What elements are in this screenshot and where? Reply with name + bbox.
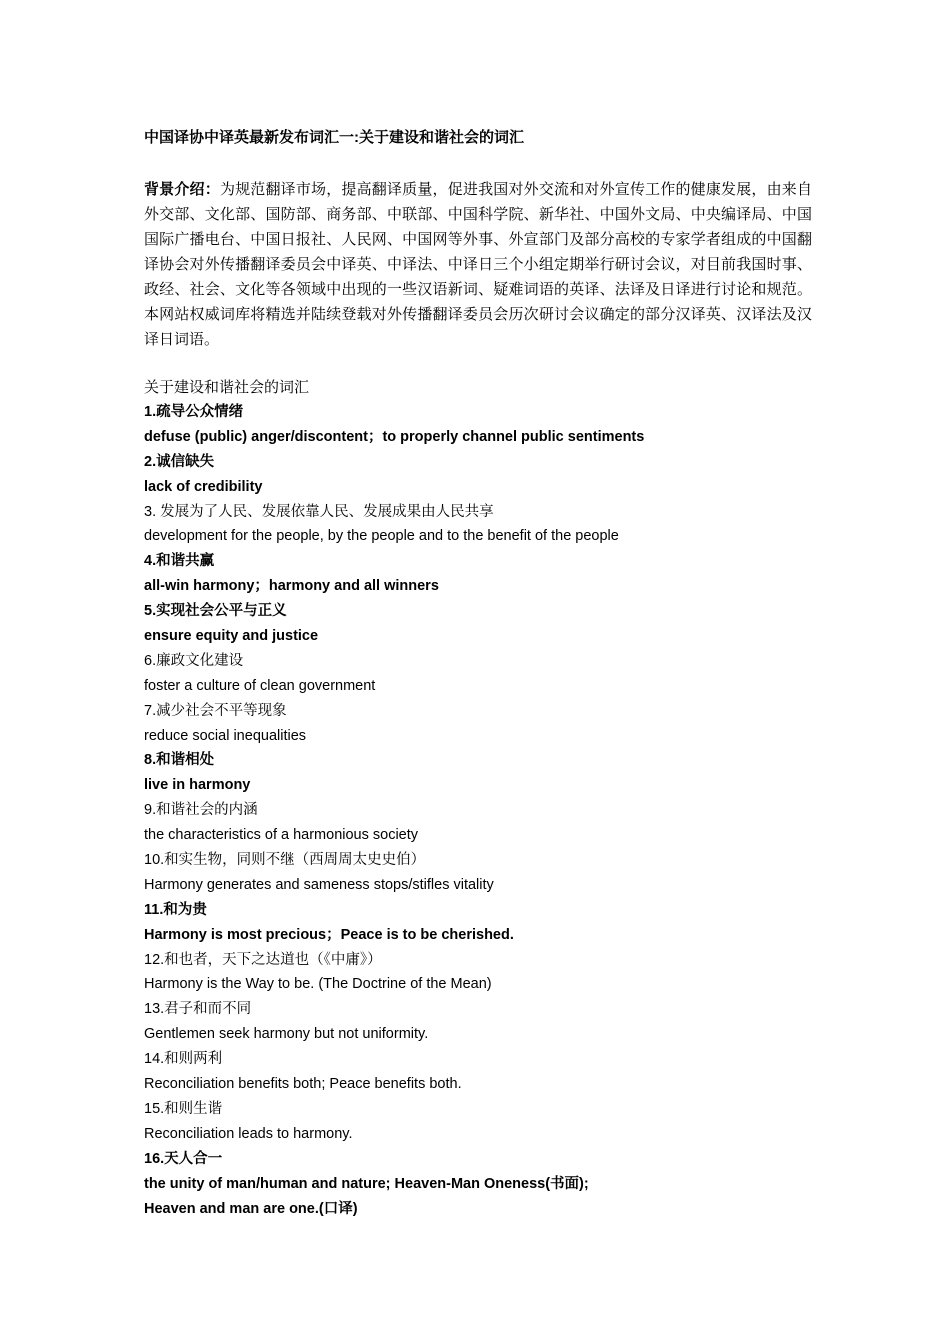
background-intro	[144, 177, 812, 352]
entry-5-chinese: 5.实现社会公平与正义	[144, 603, 287, 620]
vocabulary-list	[144, 400, 812, 1221]
entry-1-english: defuse (public) anger/discontent；to properly channel public sentiments	[144, 428, 645, 445]
entry-9-english: the characteristics of a harmonious society	[144, 827, 419, 844]
entry-11-english: Harmony is most precious；Peace is to be cherished.	[144, 926, 514, 943]
entry-16-english-continued: Heaven and man are one.(口译)	[144, 1200, 358, 1217]
entry-8-english: live in harmony	[144, 777, 251, 794]
entry-15-chinese: 15.和则生谐	[144, 1100, 223, 1117]
entry-3-english: development for the people, by the people and to the benefit of the people	[144, 528, 619, 545]
entry-14-chinese: 14.和则两利	[144, 1051, 223, 1068]
entry-12-english: Harmony is the Way to be. (The Doctrine of the Mean)	[144, 976, 492, 993]
entry-4-english: all-win harmony；harmony and all winners	[144, 578, 439, 595]
document-page	[144, 128, 812, 1221]
entry-13-english: Gentlemen seek harmony but not uniformity.	[144, 1026, 429, 1043]
entry-10-chinese: 10.和实生物，同则不继（西周周太史史伯）	[144, 852, 426, 869]
entry-3-chinese: 3. 发展为了人民、发展依靠人民、发展成果由人民共享	[144, 503, 494, 520]
section-title: 关于建设和谐社会的词汇	[144, 379, 310, 396]
entry-4-chinese: 4.和谐共赢	[144, 553, 215, 570]
entry-6-chinese: 6.廉政文化建设	[144, 652, 244, 669]
entry-9-chinese: 9.和谐社会的内涵	[144, 802, 258, 819]
entry-10-english: Harmony generates and sameness stops/stifles vitality	[144, 876, 494, 893]
entry-5-english: ensure equity and justice	[144, 628, 319, 645]
entry-7-chinese: 7.减少社会不平等现象	[144, 702, 287, 719]
entry-1-chinese: 1.疏导公众情绪	[144, 404, 244, 420]
entry-6-english: foster a culture of clean government	[144, 677, 376, 694]
entry-11-chinese: 11.和为贵	[144, 901, 207, 918]
entry-16-english: the unity of man/human and nature; Heaven-Man Oneness(书面);	[144, 1175, 589, 1192]
entry-2-english: lack of credibility	[144, 478, 263, 495]
intro-label: 背景介绍：	[144, 181, 220, 198]
document-title: 中国译协中译英最新发布词汇一:关于建设和谐社会的词汇	[144, 129, 524, 146]
entry-14-english: Reconciliation benefits both; Peace benefits both.	[144, 1076, 462, 1093]
entry-7-english: reduce social inequalities	[144, 727, 307, 744]
entry-2-chinese: 2.诚信缺失	[144, 453, 215, 470]
entry-8-chinese: 8.和谐相处	[144, 752, 215, 769]
entry-15-english: Reconciliation leads to harmony.	[144, 1125, 353, 1142]
entry-13-chinese: 13.君子和而不同	[144, 1001, 252, 1018]
entry-16-chinese: 16.天人合一	[144, 1150, 223, 1167]
entry-12-chinese: 12.和也者，天下之达道也（《中庸》）	[144, 951, 382, 968]
intro-text: 为规范翻译市场，提高翻译质量，促进我国对外交流和对外宣传工作的健康发展，由来自外交部、文化部、国防部、商务部、中联部、中国科学院、新华社、中国外文局、中央编译局、中国国际广播电台、中国日报社、人民网、中国网等外事、外宣部门及部分高校的专家学者组成的中国翻译协会对外传播翻译委员会中译英、中译法、中译日三个小组定期举行研讨会议，对目前我国时事、政经、社会、文化等各领域中出现的一些汉语新词、疑难词语的英译、法译及日译进行讨论和规范。本网站权威词库将精选并陆续登载对外传播翻译委员会历次研讨会议确定的部分汉译英、汉译法及汉译日词语。	[144, 180, 812, 348]
